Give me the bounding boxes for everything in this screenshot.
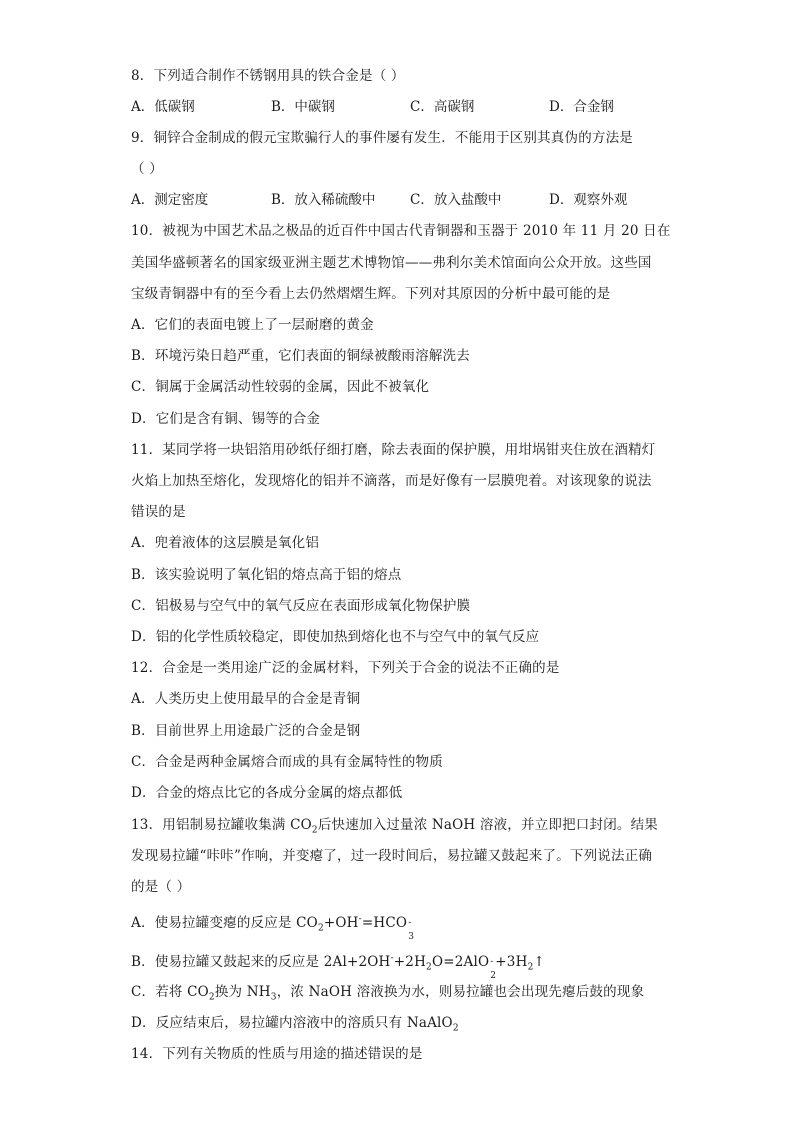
question-10-option-c: C．铜属于金属活动性较弱的金属，因此不被氧化 (131, 379, 430, 395)
option-b: B．放入稀硫酸中 (271, 192, 376, 208)
option-c: C．放入盐酸中 (410, 192, 502, 208)
option-d: D．观察外观 (549, 192, 628, 208)
question-10-line-2: 美国华盛顿著名的国家级亚洲主题艺术博物馆——弗利尔美术馆面向公众开放。这些国 (131, 255, 652, 271)
question-10-option-a: A．它们的表面电镀上了一层耐磨的黄金 (131, 317, 374, 333)
question-12-option-d: D．合金的熔点比它的各成分金属的熔点都低 (131, 785, 403, 801)
question-12-option-c: C．合金是两种金属熔合而成的具有金属特性的物质 (131, 754, 443, 770)
question-13-option-c: C．若将 $CO_2$换为 $NH_3$，浓 NaOH 溶液换为水，则易拉罐也会出现先瘪后鼓的现象 (131, 984, 645, 1003)
question-11-line-3: 错误的是 (131, 504, 186, 520)
question-10-option-d: D．它们是含有铜、锡等的合金 (131, 411, 321, 427)
option-a: A．低碳钢 (131, 99, 195, 115)
question-12-stem: 12．合金是一类用途广泛的金属材料，下列关于合金的说法不正确的是 (131, 660, 560, 676)
question-13-option-d: D．反应结束后，易拉罐内溶液中的溶质只有 NaAlO$_2$ (131, 1015, 459, 1034)
question-9-blank: （ ） (131, 161, 163, 177)
question-11-option-a: A．兜着液体的这层膜是氧化铝 (131, 535, 320, 551)
question-10-option-b: B．环境污染日趋严重，它们表面的铜绿被酸雨溶解洗去 (131, 348, 470, 364)
option-c: C．高碳钢 (410, 99, 475, 115)
question-10-line-3: 宝级青铜器中有的至今看上去仍然熠熠生辉。下列对其原因的分析中最可能的是 (131, 286, 611, 302)
question-11-option-d: D．铝的化学性质较稳定，即使加热到熔化也不与空气中的氧气反应 (131, 629, 540, 645)
question-13-line-2: 发现易拉罐“咔咔”作响，并变瘪了，过一段时间后，易拉罐又鼓起来了。下列说法正确 (131, 848, 653, 864)
question-10-line-1: 10．被视为中国艺术品之极品的近百件中国古代青铜器和玉器于 2010 年 11 月 20 日在 (131, 223, 671, 239)
question-12-option-a: A．人类历史上使用最早的合金是青铜 (131, 691, 361, 707)
question-13-line-1: 13．用铝制易拉罐收集满 $CO_2$后快速加入过量浓 NaOH 溶液，并立即把口封闭。结果 (131, 817, 658, 836)
question-13-line-3: 的是（ ） (131, 879, 191, 895)
option-b: B．中碳钢 (271, 99, 335, 115)
question-13-option-b: B．使易拉罐又鼓起来的反应是 $2Al+2OH^-+2H_2O=2AlO$ - 2 $+3H_2↑$ (131, 953, 546, 981)
question-13-option-a: A．使易拉罐变瘪的反应是 $CO_2+OH^-=HCO$ - 3 (131, 914, 415, 942)
question-9-stem: 9．铜锌合金制成的假元宝欺骗行人的事件屡有发生．不能用于区别其真伪的方法是 (131, 130, 633, 146)
option-a: A．测定密度 (131, 192, 209, 208)
question-8-stem: 8．下列适合制作不锈钢用具的铁合金是（ ） (131, 68, 405, 84)
question-11-option-c: C．铝极易与空气中的氧气反应在表面形成氧化物保护膜 (131, 598, 471, 614)
question-11-option-b: B．该实验说明了氧化铝的熔点高于铝的熔点 (131, 567, 402, 583)
question-11-line-1: 11．某同学将一块铝箔用砂纸仔细打磨，除去表面的保护膜，用坩埚钳夹住放在酒精灯 (131, 442, 656, 458)
question-12-option-b: B．目前世界上用途最广泛的合金是钢 (131, 723, 361, 739)
question-14-stem: 14．下列有关物质的性质与用途的描述错误的是 (131, 1046, 423, 1062)
option-d: D．合金钢 (549, 99, 614, 115)
question-11-line-2: 火焰上加热至熔化，发现熔化的铝并不滴落，而是好像有一层膜兜着。对该现象的说法 (131, 473, 652, 489)
